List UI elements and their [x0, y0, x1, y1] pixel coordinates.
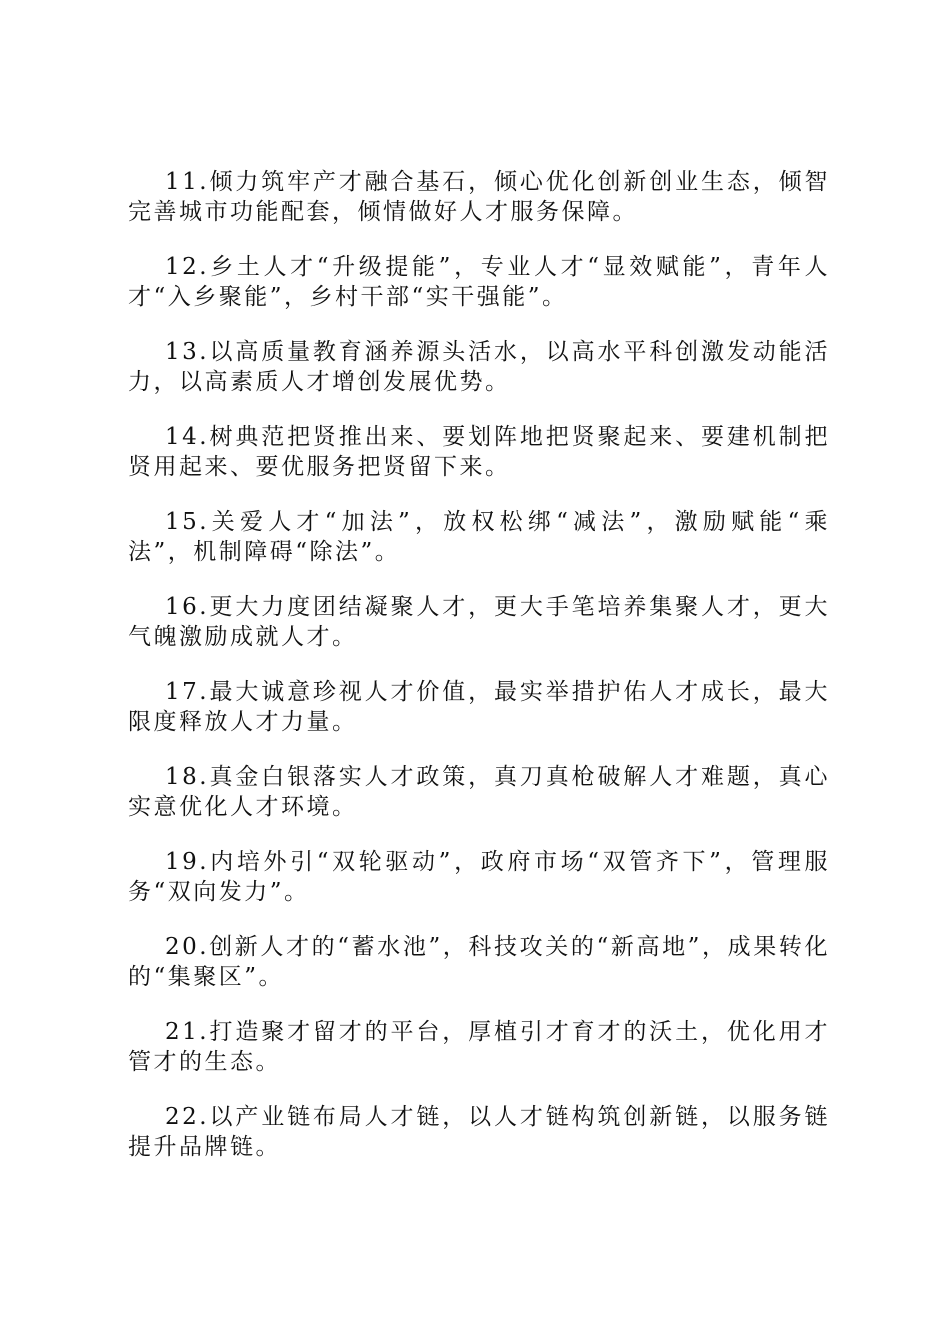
list-item: 20.创新人才的“蓄水池”，科技攻关的“新高地”，成果转化的“集聚区”。 [128, 934, 830, 990]
list-item: 16.更大力度团结凝聚人才，更大手笔培养集聚人才，更大气魄激励成就人才。 [128, 594, 830, 650]
list-item: 21.打造聚才留才的平台，厚植引才育才的沃土，优化用才管才的生态。 [128, 1019, 830, 1075]
list-item: 11.倾力筑牢产才融合基石，倾心优化创新创业生态，倾智完善城市功能配套，倾情做好人才服务保障。 [128, 169, 830, 225]
list-item: 19.内培外引“双轮驱动”，政府市场“双管齐下”，管理服务“双向发力”。 [128, 849, 830, 905]
list-item: 22.以产业链布局人才链，以人才链构筑创新链，以服务链提升品牌链。 [128, 1104, 830, 1160]
list-item: 12.乡土人才“升级提能”，专业人才“显效赋能”，青年人才“入乡聚能”，乡村干部“实干强能”。 [128, 254, 830, 310]
list-item: 18.真金白银落实人才政策，真刀真枪破解人才难题，真心实意优化人才环境。 [128, 764, 830, 820]
list-item: 13.以高质量教育涵养源头活水，以高水平科创激发动能活力，以高素质人才增创发展优势。 [128, 339, 830, 395]
list-item: 15.关爱人才“加法”，放权松绑“减法”，激励赋能“乘法”，机制障碍“除法”。 [128, 509, 830, 565]
list-item: 14.树典范把贤推出来、要划阵地把贤聚起来、要建机制把贤用起来、要优服务把贤留下来。 [128, 424, 830, 480]
document-body [128, 167, 830, 1187]
list-item: 17.最大诚意珍视人才价值，最实举措护佑人才成长，最大限度释放人才力量。 [128, 679, 830, 735]
